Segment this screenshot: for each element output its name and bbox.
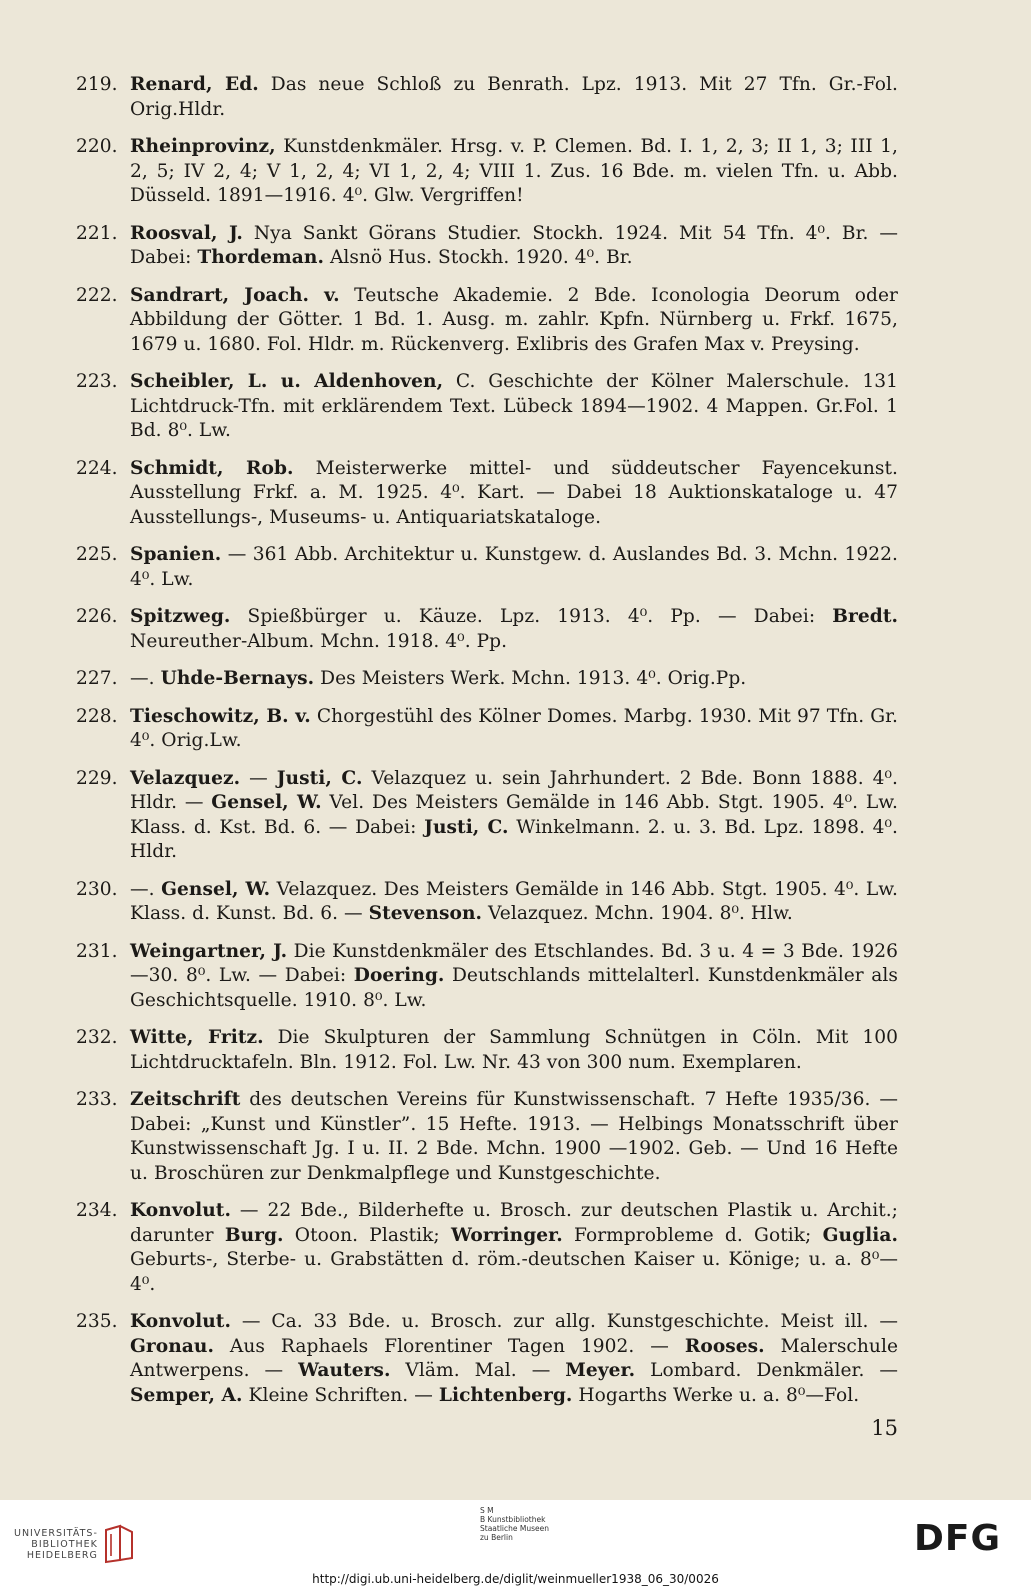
entry-text: —. [130, 668, 161, 689]
entry-text: Kunstdenkmäler. Hrsg. v. P. Clemen. Bd. I. 1, 2, 3; II 1, 3; III 1, 2, 5; IV 2, 4; V 1, 2, 4; VI 1, 2, 4; VIII 1. Zus. 16 Bde. m. vielen Tfn. u. Abb. Düsseld. 1891—1916. 4⁰. Glw. Vergriffen! [130, 136, 898, 206]
ub-line: UNIVERSITÄTS- [14, 1527, 98, 1539]
entry-number: 232. [76, 1027, 118, 1048]
entry-author: Velazquez. [130, 767, 241, 789]
entry-text: Spießbürger u. Käuze. Lpz. 1913. 4⁰. Pp. — Dabei: [230, 606, 833, 627]
entry-author: Weingartner, J. [130, 940, 288, 962]
catalog-entry [0, 1199, 1031, 1297]
entry-author: Justi, C. [276, 767, 363, 789]
entry-text: Alsnö Hus. Stockh. 1920. 4⁰. Br. [323, 247, 633, 268]
smb-kunstbibliothek-logo[interactable] [480, 1506, 560, 1542]
entry-text: Vel. Des Meisters Gemälde in 146 Abb. Stgt. 1905. 4⁰. Lw. Klass. d. Kst. Bd. 6. — Dabei: [130, 792, 898, 838]
catalog-entry [0, 135, 1031, 209]
entry-text: Geburts-, Sterbe- u. Grabstätten d. röm.-deutschen Kaiser u. Könige; u. a. 8⁰—4⁰. [130, 1249, 898, 1295]
sm-line: Staatliche Museen [480, 1524, 549, 1533]
entry-number: 227. [76, 668, 118, 689]
catalog-entry [0, 767, 1031, 865]
entry-number: 234. [76, 1200, 118, 1221]
sm-line: S M [480, 1506, 494, 1515]
catalog-entry [0, 284, 1031, 358]
entry-author: Uhde-Bernays. [160, 668, 315, 689]
entry-author: Worringer. [450, 1224, 563, 1246]
entry-text: Malerschule Antwerpens. — [130, 1335, 898, 1381]
entry-number: 223. [76, 371, 118, 392]
entry-number: 220. [76, 136, 118, 157]
entry-author: Semper, A. [130, 1384, 243, 1406]
entry-text: Vläm. Mal. — [390, 1360, 566, 1381]
entry-number: 224. [76, 457, 118, 479]
entry-author: Lichtenberg. [438, 1384, 573, 1406]
entry-author: Doering. [353, 965, 445, 986]
catalog-entry [0, 940, 1031, 1014]
entry-author: Spitzweg. [130, 606, 231, 627]
sm-line: zu Berlin [480, 1533, 513, 1542]
entry-text: —. [130, 878, 162, 900]
entry-text: Velazquez. Mchn. 1904. 8⁰. Hlw. [482, 903, 793, 924]
entry-text: Lombard. Denkmäler. — [635, 1360, 898, 1381]
entry-text: C. Geschichte der Kölner Malerschule. 131 Lichtdruck-Tfn. mit erklärendem Text. Lübeck 1894—1902. 4 Mappen. Gr.Fol. 1 Bd. 8⁰. Lw. [130, 371, 898, 441]
catalog-entry [0, 878, 1031, 927]
catalog-entry [0, 705, 1031, 754]
entry-text: Neureuther-Album. Mchn. 1918. 4⁰. Pp. [130, 630, 508, 652]
entry-text: Nya Sankt Görans Studier. Stockh. 1924. Mit 54 Tfn. 4⁰. Br. — Dabei: [130, 222, 898, 268]
entry-author: Guglia. [822, 1224, 898, 1246]
catalog-entry [0, 543, 1031, 592]
entry-author: Wauters. [298, 1360, 391, 1381]
entry-number: 229. [76, 767, 118, 789]
entry-author: Schmidt, Rob. [130, 457, 294, 479]
ub-heidelberg-logo[interactable] [14, 1524, 136, 1564]
ub-emblem-icon [102, 1524, 136, 1564]
entry-number: 233. [76, 1089, 118, 1110]
catalog-entry [0, 73, 1031, 122]
ub-logo-text [14, 1528, 98, 1561]
entry-text: Formprobleme d. Gotik; [562, 1224, 823, 1246]
entry-author: Thordeman. [197, 247, 324, 268]
entry-author: Konvolut. [130, 1311, 231, 1332]
ub-line: HEIDELBERG [26, 1549, 98, 1561]
catalog-entry [0, 370, 1031, 444]
entry-author: Gronau. [130, 1335, 214, 1357]
catalog-entry [0, 457, 1031, 531]
footer-bar [0, 1500, 1031, 1588]
entry-text: — Ca. 33 Bde. u. Brosch. zur allg. Kunstgeschichte. Meist ill. — [230, 1311, 898, 1332]
entry-number: 226. [76, 606, 118, 627]
entry-number: 219. [76, 74, 118, 95]
entry-author: Zeitschrift [130, 1089, 241, 1110]
entry-text: Deutschlands mittelalterl. Kunstdenkmäler als Geschichtsquelle. 1910. 8⁰. Lw. [130, 965, 898, 1011]
entry-text: Die Skulpturen der Sammlung Schnütgen in Cöln. Mit 100 Lichtdrucktafeln. Bln. 1912. Fol. Lw. Nr. 43 von 300 num. Exemplaren. [130, 1027, 898, 1073]
catalog-entry [0, 605, 1031, 654]
entry-text: Otoon. Plastik; [283, 1224, 451, 1246]
catalog-entry [0, 1088, 1031, 1186]
sm-line: B Kunstbibliothek [480, 1515, 546, 1524]
entry-author: Scheibler, L. u. Aldenhoven, [130, 371, 444, 392]
entry-author: Rheinprovinz, [130, 136, 276, 157]
entry-text: Chorgestühl des Kölner Domes. Marbg. 1930. Mit 97 Tfn. Gr. 4⁰. Orig.Lw. [130, 705, 899, 751]
entry-author: Gensel, W. [161, 878, 271, 900]
entry-text: Meisterwerke mittel- und süddeutscher Fayencekunst. Ausstellung Frkf. a. M. 1925. 4⁰. Kart. — Dabei 18 Auktionskataloge u. 47 Ausstellungs-, Museums- u. Antiquariatskataloge. [130, 457, 898, 528]
catalog-entry [0, 1310, 1031, 1408]
entry-text: des deutschen Vereins für Kunstwissenschaft. 7 Hefte 1935/36. — Dabei: „Kunst und Künstler”. 15 Hefte. 1913. — Helbings Monatsschrift über Kunstwissenschaft Jg. I u. II. 2 Bde. Mchn. 1900 —1902. Geb. — Und 16 Hefte u. Broschüren zur Denkmalpflege und Kunstgeschichte. [130, 1089, 898, 1184]
entry-author: Tieschowitz, B. v. [130, 705, 311, 727]
entry-author: Roosval, J. [130, 222, 243, 244]
entry-text: Hogarths Werke u. a. 8⁰—Fol. [572, 1384, 860, 1406]
entry-author: Renard, Ed. [130, 74, 259, 95]
ub-line: BIBLIOTHEK [31, 1538, 98, 1550]
entry-author: Witte, Fritz. [130, 1027, 264, 1048]
page-number: 15 [871, 1416, 898, 1440]
entry-text: Winkelmann. 2. u. 3. Bd. Lpz. 1898. 4⁰. Hldr. [130, 816, 899, 862]
entry-text: Kleine Schriften. — [242, 1384, 439, 1406]
catalog-entry [0, 667, 1031, 692]
entry-author: Spanien. [130, 544, 222, 565]
entry-author: Gensel, W. [211, 792, 322, 813]
entry-number: 228. [76, 705, 118, 727]
entry-number: 222. [76, 284, 118, 306]
entry-list [0, 73, 1031, 1421]
entry-text: Velazquez u. sein Jahrhundert. 2 Bde. Bonn 1888. 4⁰. Hldr. — [130, 767, 898, 813]
entry-text: — 22 Bde., Bilderhefte u. Brosch. zur deutschen Plastik u. Archit.; darunter [130, 1200, 898, 1246]
entry-text: Das neue Schloß zu Benrath. Lpz. 1913. Mit 27 Tfn. Gr.-Fol. Orig.Hldr. [130, 74, 898, 120]
entry-number: 235. [76, 1311, 118, 1332]
entry-author: Burg. [224, 1224, 284, 1246]
entry-text: Des Meisters Werk. Mchn. 1913. 4⁰. Orig.Pp. [314, 668, 747, 689]
entry-number: 230. [76, 878, 118, 900]
entry-author: Bredt. [832, 606, 898, 627]
entry-author: Stevenson. [368, 903, 483, 924]
source-url-link[interactable]: http://digi.ub.uni-heidelberg.de/diglit/weinmueller1938_06_30/0026 [312, 1572, 719, 1586]
entry-number: 231. [76, 940, 118, 962]
entry-author: Rooses. [684, 1335, 765, 1357]
entry-author: Sandrart, Joach. v. [130, 284, 340, 306]
entry-text: Aus Raphaels Florentiner Tagen 1902. — [214, 1335, 685, 1357]
entry-author: Meyer. [565, 1360, 636, 1381]
entry-text: Die Kunstdenkmäler des Etschlandes. Bd. 3 u. 4 = 3 Bde. 1926—30. 8⁰. Lw. — Dabei: [130, 940, 898, 986]
entry-author: Justi, C. [424, 816, 509, 838]
entry-number: 225. [76, 544, 118, 565]
entry-author: Konvolut. [130, 1200, 231, 1221]
entry-text: Velazquez. Des Meisters Gemälde in 146 Abb. Stgt. 1905. 4⁰. Lw. Klass. d. Kunst. Bd. 6. — [130, 878, 898, 924]
entry-text: — 361 Abb. Architektur u. Kunstgew. d. Auslandes Bd. 3. Mchn. 1922. 4⁰. Lw. [130, 544, 898, 590]
entry-text: Teutsche Akademie. 2 Bde. Iconologia Deorum oder Abbildung der Götter. 1 Bd. 1. Ausg. m. zahlr. Kpfn. Nürnberg u. Frkf. 1675, 1679 u. 1680. Fol. Hldr. m. Rückenverg. Exlibris des Grafen Max v. Preysing. [130, 284, 898, 355]
dfg-logo[interactable]: DFG [913, 1518, 1001, 1559]
entry-number: 221. [76, 222, 118, 244]
catalog-entry [0, 1026, 1031, 1075]
entry-text: — [240, 767, 277, 789]
catalog-entry [0, 222, 1031, 271]
